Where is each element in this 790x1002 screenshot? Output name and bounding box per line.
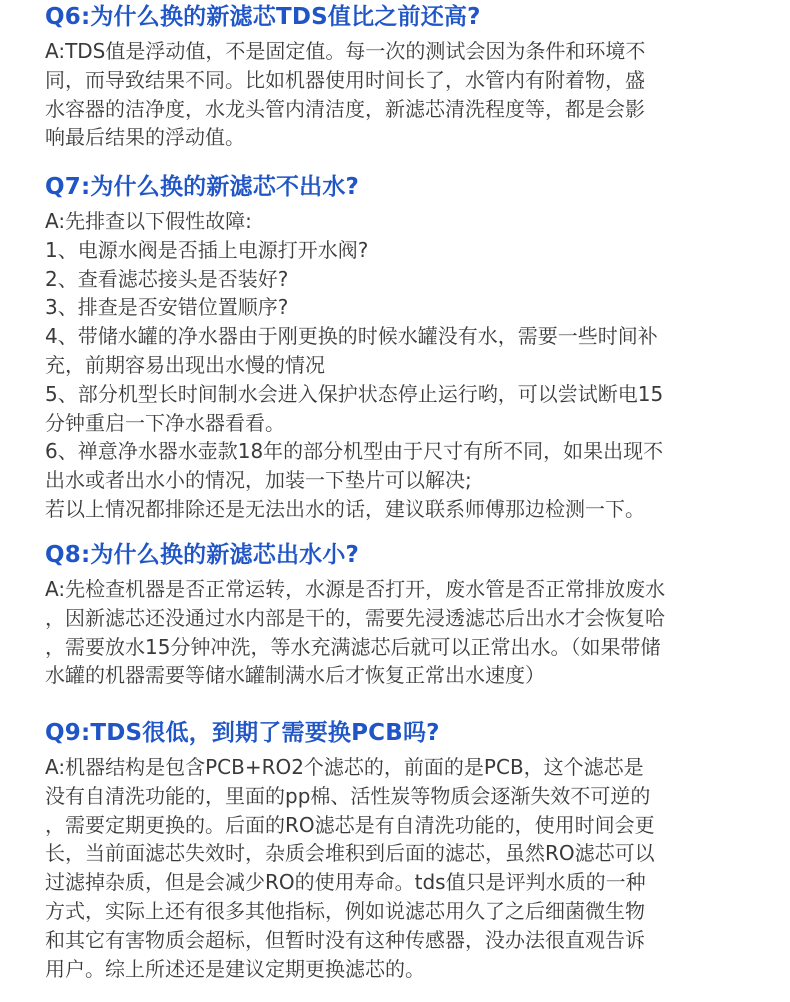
answer-line: 过滤掉杂质，但是会减少RO的使用寿命。tds值只是评判水质的一种: [45, 870, 646, 895]
answer-line: 5、部分机型长时间制水会进入保护状态停止运行哟，可以尝试断电15: [45, 381, 664, 406]
answer-line: ，因新滤芯还没通过水内部是干的，需要先浸透滤芯后出水才会恢复哈: [45, 605, 665, 630]
answer-line: A:TDS值是浮动值，不是固定值。每一次的测试会因为条件和环境不: [45, 39, 646, 63]
answer-line: 水罐的机器需要等储水罐制满水后才恢复正常出水速度）: [45, 663, 545, 688]
faq-question-q7: Q7:为什么换的新滤芯不出水?: [45, 174, 360, 200]
answer-line: 方式，实际上还有很多其他指标，例如说滤芯用久了之后细菌微生物: [45, 898, 645, 923]
answer-line: A:先排查以下假性故障:: [45, 209, 252, 233]
answer-line: 2、查看滤芯接头是否装好?: [45, 266, 289, 291]
answer-line: ，需要定期更换的。后面的RO滤芯是有自清洗功能的，使用时间会更: [45, 812, 655, 837]
faq-answer-q6: [45, 37, 765, 152]
answer-line: 4、带储水罐的净水器由于刚更换的时候水罐没有水，需要一些时间补: [45, 324, 658, 349]
answer-line: 若以上情况都排除还是无法出水的话，建议联系师傅那边检测一下。: [45, 496, 645, 521]
faq-answer-q7: [45, 207, 765, 524]
faq-item-q6: [45, 2, 765, 152]
answer-line: 充，前期容易出现出水慢的情况: [45, 352, 325, 377]
faq-question-q6: Q6:为什么换的新滤芯TDS值比之前还高?: [45, 4, 481, 30]
answer-line: 长，当前面滤芯失效时，杂质会堆积到后面的滤芯，虽然RO滤芯可以: [45, 841, 655, 866]
answer-line: 分钟重启一下净水器看看。: [45, 410, 285, 435]
answer-line: 没有自清洗功能的，里面的pp棉、活性炭等物质会逐渐失效不可逆的: [45, 783, 651, 808]
faq-answer-q8: [45, 575, 765, 690]
faq-question-q9: Q9:TDS很低，到期了需要换PCB吗?: [45, 720, 440, 746]
answer-line: ，需要放水15分钟冲洗，等水充满滤芯后就可以正常出水。（如果带储: [45, 634, 661, 659]
faq-answer-q9: [45, 753, 765, 983]
answer-line: 用户。综上所述还是建议定期更换滤芯的。: [45, 956, 425, 981]
answer-line: 6、禅意净水器水壶款18年的部分机型由于尺寸有所不同，如果出现不: [45, 439, 664, 464]
answer-line: 出水或者出水小的情况，加装一下垫片可以解决;: [45, 468, 472, 493]
faq-item-q9: [45, 718, 765, 983]
answer-line: 响最后结果的浮动值。: [45, 125, 245, 150]
answer-line: 3、排查是否安错位置顺序?: [45, 295, 289, 320]
answer-line: 和其它有害物质会超标，但暂时没有这种传感器，没办法很直观告诉: [45, 927, 645, 952]
answer-line: 同，而导致结果不同。比如机器使用时间长了，水管内有附着物，盛: [45, 67, 645, 92]
answer-line: 水容器的洁净度，水龙头管内清洁度，新滤芯清洗程度等，都是会影: [45, 96, 645, 121]
answer-line: 1、电源水阀是否插上电源打开水阀?: [45, 237, 369, 262]
faq-question-q8: Q8:为什么换的新滤芯出水小?: [45, 542, 360, 568]
faq-item-q7: [45, 172, 765, 524]
answer-line: A:先检查机器是否正常运转，水源是否打开，废水管是否正常排放废水: [45, 577, 666, 601]
faq-item-q8: [45, 540, 765, 690]
answer-line: A:机器结构是包含PCB+RO2个滤芯的，前面的是PCB，这个滤芯是: [45, 755, 644, 779]
